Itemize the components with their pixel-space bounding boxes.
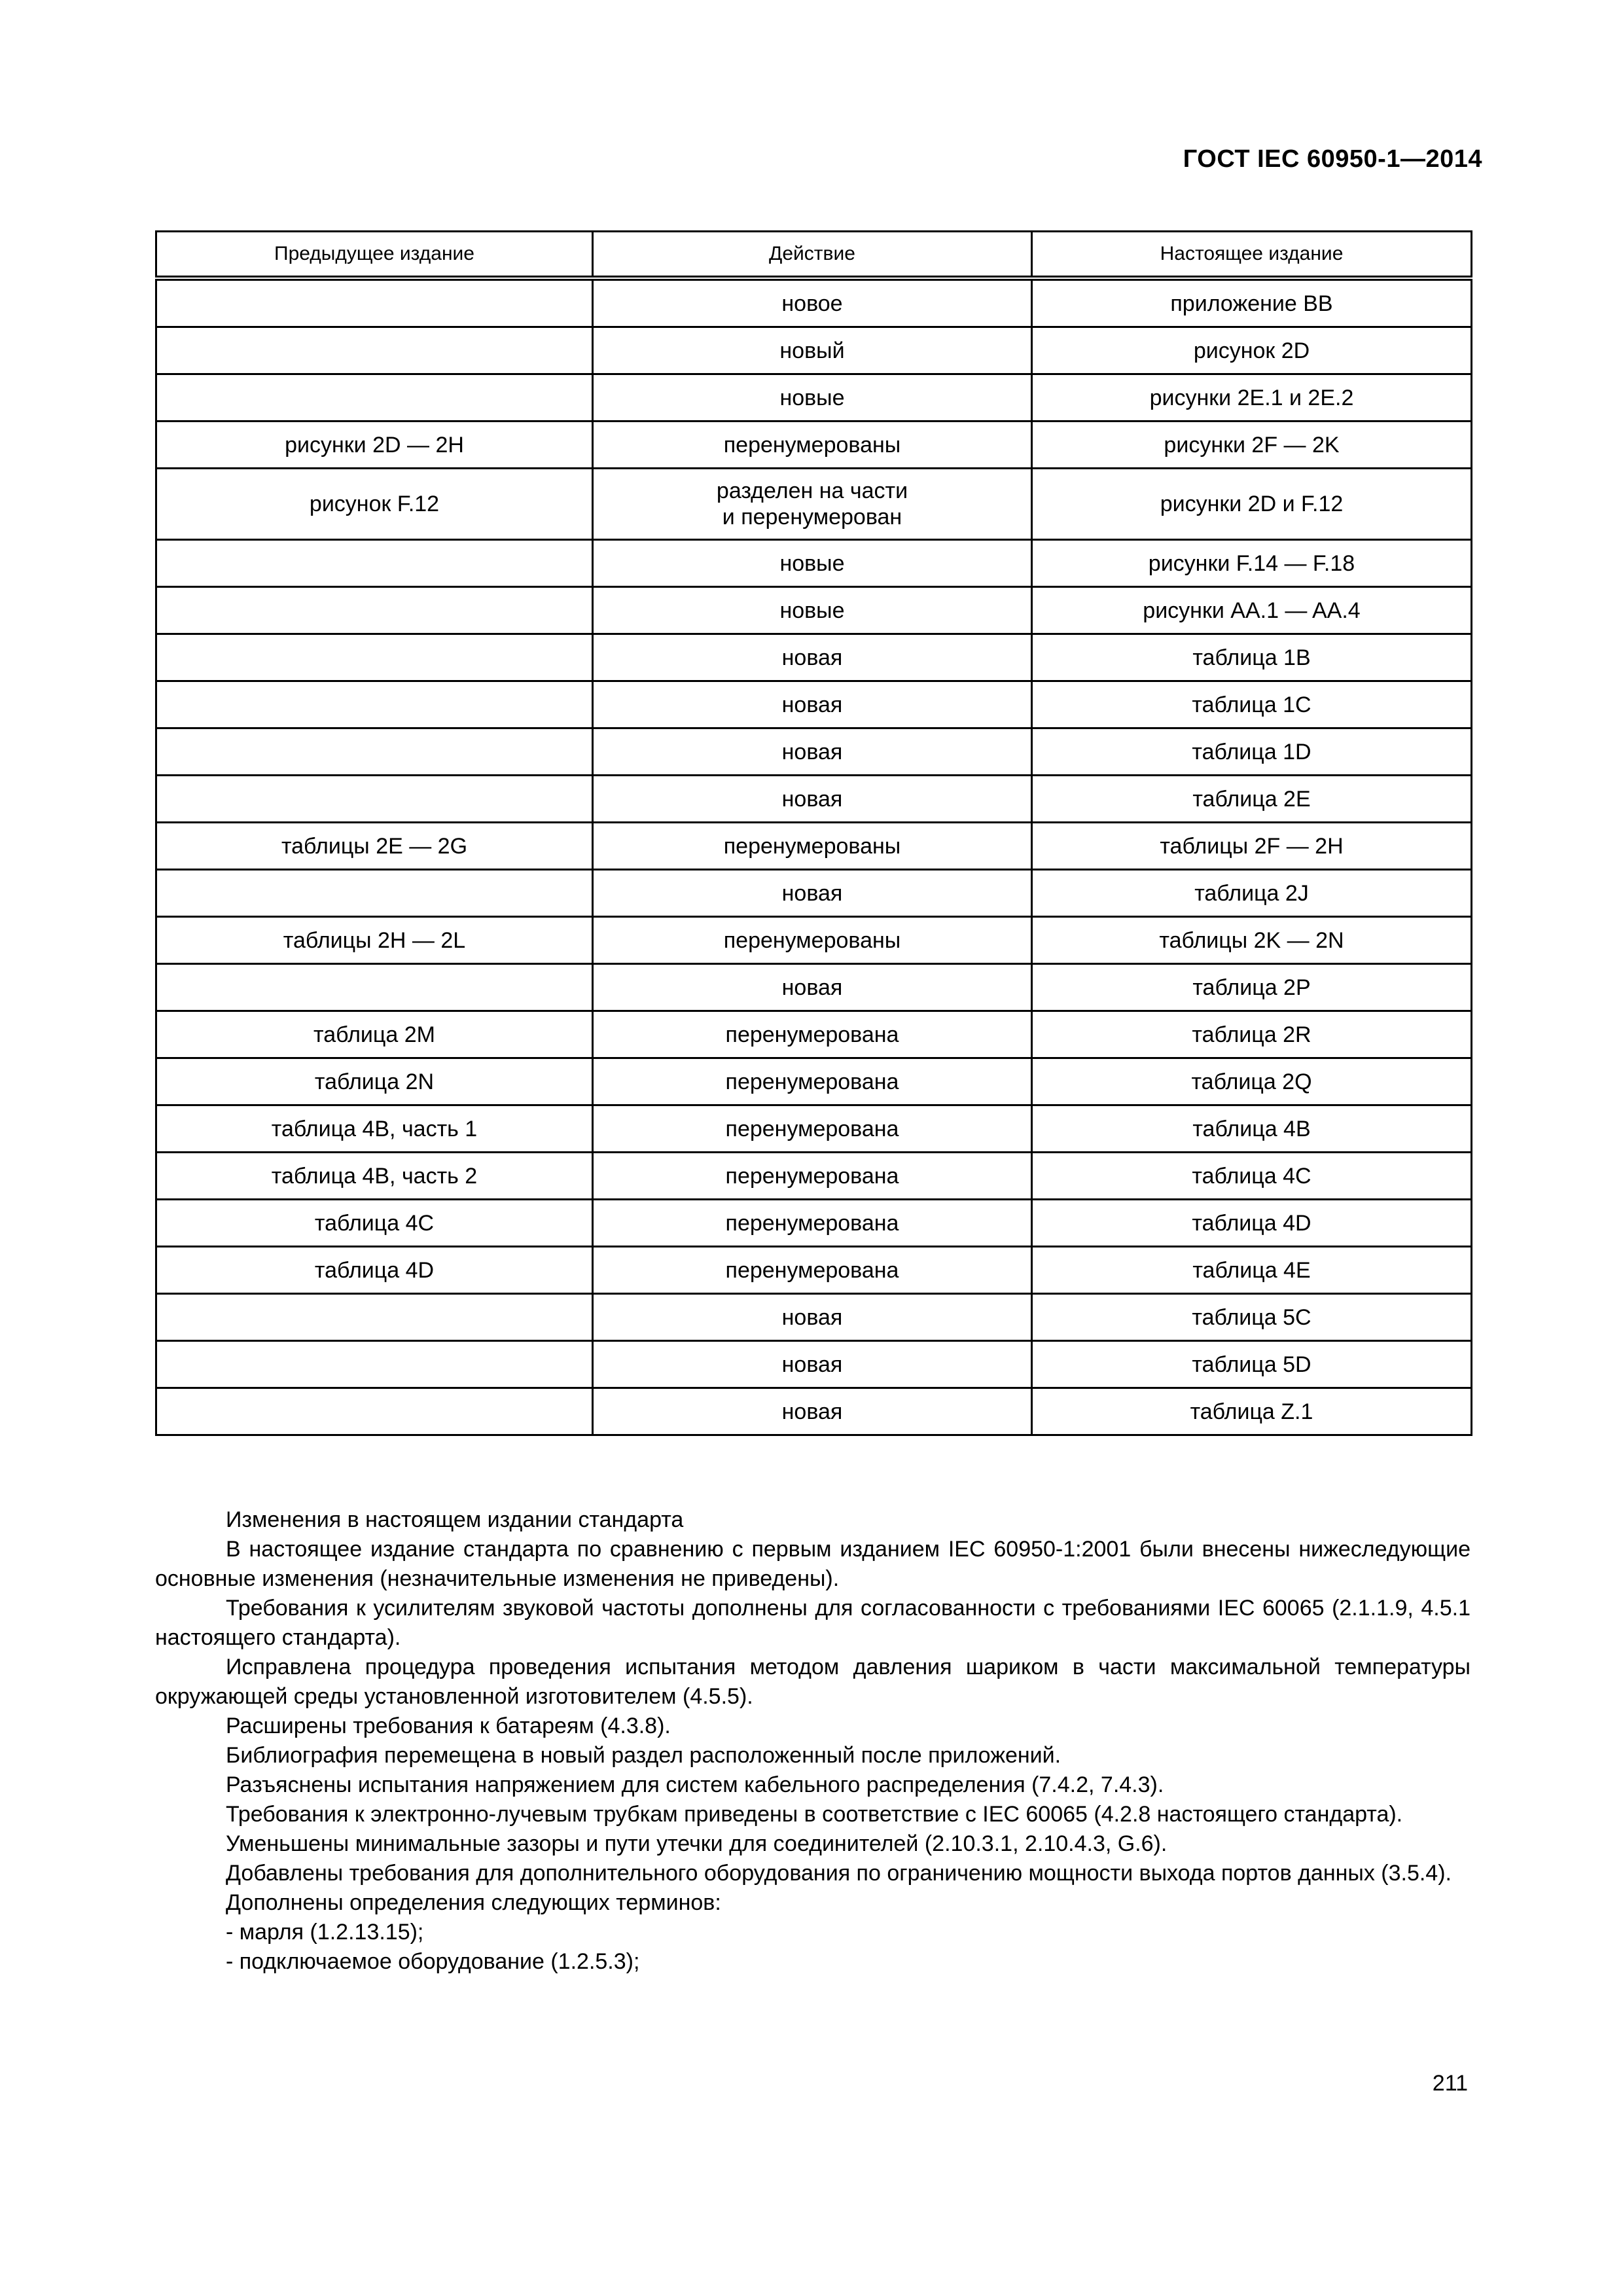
body-paragraph: Требования к электронно-лучевым трубкам приведены в соответствие с IEC 60065 (4.2.8 настоящего стандарта).: [226, 1802, 1403, 1827]
cell-current: рисунки F.14 — F.18: [1032, 540, 1472, 587]
cell-previous: [156, 1341, 593, 1388]
cell-previous: [156, 964, 593, 1011]
cell-current: таблица 5C: [1032, 1294, 1472, 1341]
table-row: [156, 776, 1472, 823]
body-paragraph: Библиография перемещена в новый раздел расположенный после приложений.: [226, 1743, 1061, 1768]
body-paragraph: Расширены требования к батареям (4.3.8).: [226, 1713, 671, 1738]
cell-action: новые: [593, 540, 1032, 587]
body-paragraph: Разъяснены испытания напряжением для систем кабельного распределения (7.4.2, 7.4.3).: [226, 1772, 1164, 1797]
cell-current: таблица Z.1: [1032, 1388, 1472, 1435]
cell-previous: таблицы 2H — 2L: [156, 917, 593, 964]
cell-action: новая: [593, 1294, 1032, 1341]
document-header: ГОСТ IEC 60950-1—2014: [1183, 145, 1482, 173]
cell-current: рисунки 2E.1 и 2E.2: [1032, 374, 1472, 422]
cell-current: таблица 5D: [1032, 1341, 1472, 1388]
table-row: [156, 469, 1472, 540]
cell-previous: таблица 2N: [156, 1058, 593, 1105]
cell-current: таблица 2R: [1032, 1011, 1472, 1058]
cell-action: новые: [593, 587, 1032, 634]
cell-action: перенумерована: [593, 1153, 1032, 1200]
cell-previous: [156, 587, 593, 634]
cell-previous: [156, 1388, 593, 1435]
cell-previous: таблица 4D: [156, 1247, 593, 1294]
table-row: [156, 587, 1472, 634]
body-paragraph: Исправлена процедура проведения испытания методом давления шариком в части максимальной температуры окружающей среды установленной изготовителем (4.5.5).: [155, 1655, 1471, 1709]
cell-action: новая: [593, 681, 1032, 728]
cell-action: перенумерована: [593, 1011, 1032, 1058]
table-row: [156, 728, 1472, 776]
body-paragraph: Требования к усилителям звуковой частоты дополнены для согласованности с требованиями IEC 60065 (2.1.1.9, 4.5.1 настоящего стандарта).: [155, 1596, 1471, 1650]
table-row: [156, 1011, 1472, 1058]
cell-action-line: разделен на части: [716, 478, 908, 503]
cell-current: таблица 2Q: [1032, 1058, 1472, 1105]
cell-action: новый: [593, 327, 1032, 374]
cell-action: перенумерована: [593, 1105, 1032, 1153]
cell-current: таблица 1B: [1032, 634, 1472, 681]
cell-previous: рисунки 2D — 2H: [156, 422, 593, 469]
cell-current: таблица 2J: [1032, 870, 1472, 917]
cell-current: таблицы 2K — 2N: [1032, 917, 1472, 964]
cell-previous: таблица 2M: [156, 1011, 593, 1058]
cell-previous: таблица 4B, часть 1: [156, 1105, 593, 1153]
cell-action: перенумерованы: [593, 422, 1032, 469]
cell-current: рисунок 2D: [1032, 327, 1472, 374]
table-row: [156, 681, 1472, 728]
cell-action-line: и перенумерован: [722, 505, 902, 529]
cell-current: таблица 4B: [1032, 1105, 1472, 1153]
cell-previous: таблица 4B, часть 2: [156, 1153, 593, 1200]
cell-current: таблица 4D: [1032, 1200, 1472, 1247]
table-row: [156, 917, 1472, 964]
cell-current: таблица 4E: [1032, 1247, 1472, 1294]
table-row: [156, 1058, 1472, 1105]
table-row: [156, 327, 1472, 374]
changes-table-container: [155, 230, 1471, 1436]
cell-previous: таблица 4C: [156, 1200, 593, 1247]
body-paragraph: Дополнены определения следующих терминов:: [226, 1890, 721, 1915]
cell-current: рисунки 2F — 2K: [1032, 422, 1472, 469]
table-row: [156, 1153, 1472, 1200]
list-item: - подключаемое оборудование (1.2.5.3);: [226, 1949, 640, 1974]
cell-action: новая: [593, 776, 1032, 823]
cell-previous: [156, 327, 593, 374]
table-header-row: [156, 232, 1472, 279]
cell-action: новая: [593, 870, 1032, 917]
cell-current: приложение BB: [1032, 278, 1472, 327]
cell-previous: [156, 1294, 593, 1341]
cell-action: перенумерована: [593, 1200, 1032, 1247]
table-row: [156, 964, 1472, 1011]
cell-previous: [156, 374, 593, 422]
column-header-previous: Предыдущее издание: [156, 232, 593, 279]
cell-action: [593, 469, 1032, 540]
section-heading: Изменения в настоящем издании стандарта: [226, 1507, 684, 1532]
table-row: [156, 1341, 1472, 1388]
body-text: [155, 1505, 1471, 1977]
cell-current: таблицы 2F — 2H: [1032, 823, 1472, 870]
page-number: 211: [1432, 2071, 1468, 2096]
cell-previous: [156, 728, 593, 776]
cell-previous: [156, 870, 593, 917]
table-row: [156, 634, 1472, 681]
table-row: [156, 1294, 1472, 1341]
cell-current: рисунки AA.1 — AA.4: [1032, 587, 1472, 634]
cell-action: перенумерована: [593, 1247, 1032, 1294]
cell-previous: [156, 681, 593, 728]
body-paragraph: В настоящее издание стандарта по сравнению с первым изданием IEC 60950-1:2001 были внесены нижеследующие основные изменения (незначительные изменения не приведены).: [155, 1537, 1471, 1591]
changes-table: [155, 230, 1472, 1436]
body-paragraph: Уменьшены минимальные зазоры и пути утечки для соединителей (2.10.3.1, 2.10.4.3, G.6).: [226, 1831, 1168, 1856]
cell-current: таблица 4C: [1032, 1153, 1472, 1200]
body-paragraph: Добавлены требования для дополнительного оборудования по ограничению мощности выхода портов данных (3.5.4).: [226, 1861, 1452, 1886]
cell-previous: [156, 776, 593, 823]
cell-action: перенумерована: [593, 1058, 1032, 1105]
cell-action: перенумерованы: [593, 823, 1032, 870]
table-row: [156, 1388, 1472, 1435]
cell-action: новая: [593, 728, 1032, 776]
table-row: [156, 422, 1472, 469]
cell-current: таблица 1D: [1032, 728, 1472, 776]
table-row: [156, 374, 1472, 422]
cell-action: новые: [593, 374, 1032, 422]
column-header-action: Действие: [593, 232, 1032, 279]
cell-action: новая: [593, 964, 1032, 1011]
cell-current: таблица 2E: [1032, 776, 1472, 823]
list-item: - марля (1.2.13.15);: [226, 1920, 424, 1945]
table-row: [156, 823, 1472, 870]
cell-action: перенумерованы: [593, 917, 1032, 964]
table-row: [156, 1200, 1472, 1247]
cell-previous: таблицы 2E — 2G: [156, 823, 593, 870]
cell-previous: [156, 278, 593, 327]
table-row: [156, 1247, 1472, 1294]
cell-action: новая: [593, 1341, 1032, 1388]
cell-previous: рисунок F.12: [156, 469, 593, 540]
cell-current: таблица 2P: [1032, 964, 1472, 1011]
column-header-current: Настоящее издание: [1032, 232, 1472, 279]
table-row: [156, 870, 1472, 917]
cell-current: рисунки 2D и F.12: [1032, 469, 1472, 540]
table-row: [156, 540, 1472, 587]
table-row: [156, 1105, 1472, 1153]
cell-previous: [156, 634, 593, 681]
cell-previous: [156, 540, 593, 587]
cell-action: новая: [593, 634, 1032, 681]
cell-action: новая: [593, 1388, 1032, 1435]
cell-action: новое: [593, 278, 1032, 327]
cell-current: таблица 1C: [1032, 681, 1472, 728]
table-row: [156, 278, 1472, 327]
